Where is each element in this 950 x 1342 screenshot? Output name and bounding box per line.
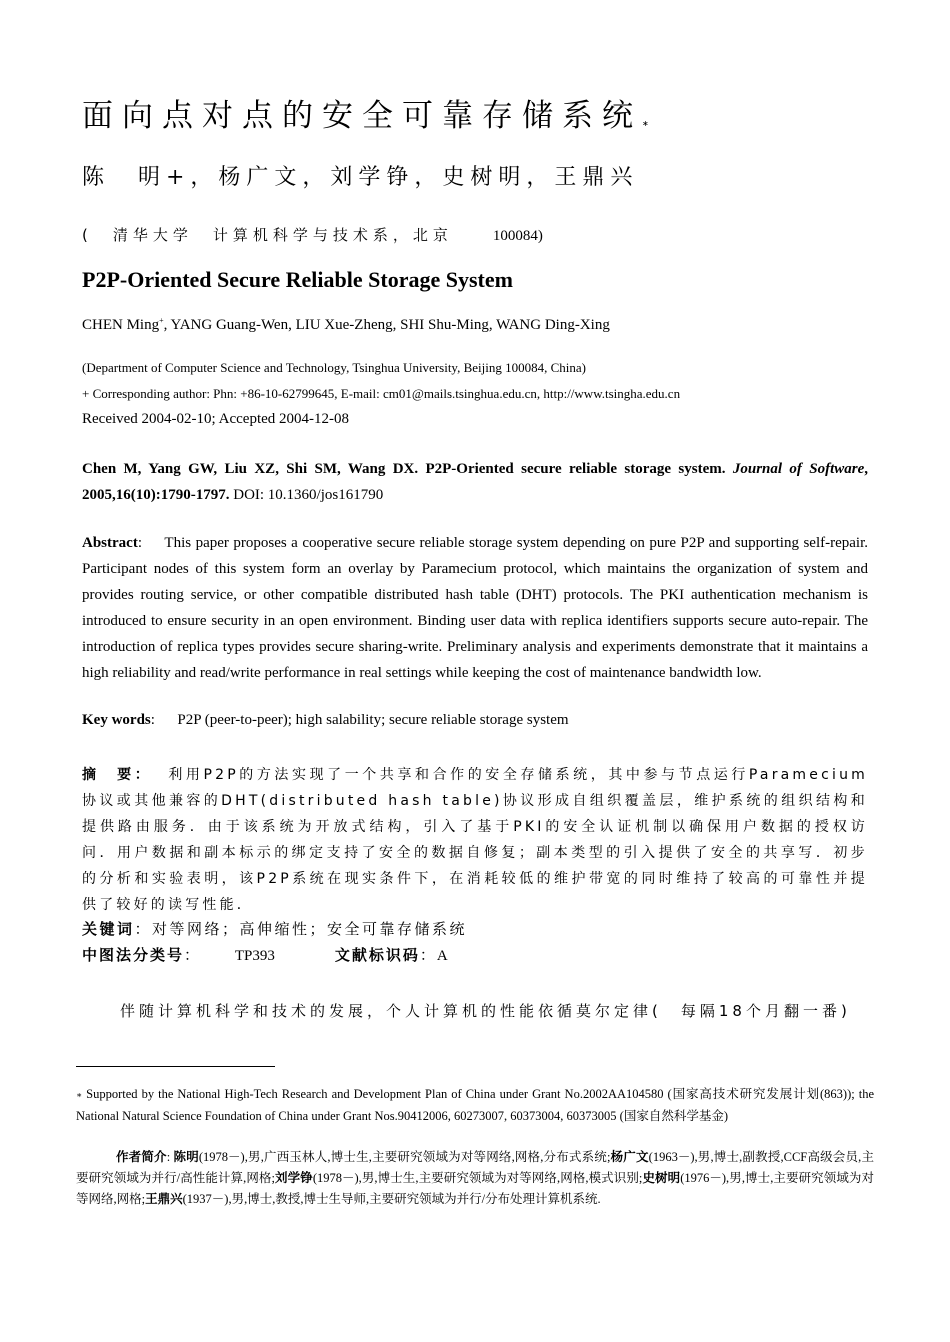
intro-paragraph: 伴随计算机科学和技术的发展，个人计算机的性能依循莫尔定律( 每隔18个月翻一番) xyxy=(120,1002,851,1020)
abstract-cn xyxy=(82,762,868,918)
abstract-label: Abstract xyxy=(82,535,138,551)
paper-title-en: P2P-Oriented Secure Reliable Storage System xyxy=(82,267,513,292)
abstract-en: Abstract: This paper proposes a cooperative secure reliable storage system depending on pure P2P and supporting self-repair. Participant nodes of this system form an overlay by Paramecium protocol, which maintains the organization of system and provides routing service, or other compatible distributed hash table (DHT) protocols. The PKI authentication mechanism is introduced to ensure security in an open environment. Binding user data with replica identifiers supports secure auto-repair. The introduction of replica types provides secure sharing-write. Preliminary analysis and experiments demonstrate that it maintains a high reliability and read/write performance in real settings while keeping the cost of maintenance bandwidth low. xyxy=(82,535,868,681)
title-footnote-marker: ∗ xyxy=(642,119,649,128)
keywords-cn: 关键词：对等网络；高伸缩性；安全可靠存储系统 xyxy=(82,920,468,938)
footnote-marker: ∗ xyxy=(76,1090,83,1100)
affiliation-en: (Department of Computer Science and Technology, Tsinghua University, Beijing 100084, China) xyxy=(82,360,586,375)
footnote-bio: 作者简介: 陈明(1978－),男,广西玉林人,博士生,主要研究领域为对等网络,网格,分布式系统;杨广文(1963－),男,博士,副教授,CCF高级会员,主要研究领域为并行/高性能计算,网格;刘学铮(1978－),男,博士生,主要研究领域为对等网络,网格,模式识别;史树明(1976－),男,博士,主要研究领域为对等网络,网格;王鼎兴(1937－),男,博士,教授,博士生导师,主要研究领域为并行/分布处理计算机系统. xyxy=(76,1150,874,1206)
footnote-funding: ∗ Supported by the National High-Tech Research and Development Plan of China under Grant No.2002AA104580 (国家高技术研究发展计划(863)); the National Natural Science Foundation of China under Grant Nos.90412006, 60273007, 60373004, 60373005 (国家自然科学基金) xyxy=(76,1087,875,1123)
citation: Chen M, Yang GW, Liu XZ, Shi SM, Wang DX. P2P-Oriented secure reliable storage system. Journal of Software, 2005,16(10):1790-1797. DOI: 10.1360/jos161790 xyxy=(82,461,869,503)
footnote-divider xyxy=(76,1066,275,1067)
keywords-en: Key words: P2P (peer-to-peer); high salability; secure reliable storage system xyxy=(82,712,569,728)
abstract-cn-text: 利用P2P的方法实现了一个共享和合作的安全存储系统，其中参与节点运行Paramecium协议或其他兼容的DHT(distributed hash table)协议形成自组织覆盖层，维护系统的组织结构和提供路由服务．由于该系统为开放式结构，引入了基于PKI的安全认证机制以确保用户数据的授权访问．用户数据和副本标示的绑定支持了安全的数据自修复；副本类型的引入提供了安全的共享写．初步的分析和实验表明，该P2P系统在现实条件下，在消耗较低的维护带宽的同时维持了较高的可靠性并提供了较好的读写性能． xyxy=(82,767,868,913)
authors-en: CHEN Ming+, YANG Guang-Wen, LIU Xue-Zheng, SHI Shu-Ming, WANG Ding-Xing xyxy=(82,316,610,333)
affiliation-cn: ( 清华大学 计算机科学与技术系，北京 100084) xyxy=(82,226,543,244)
received-dates: Received 2004-02-10; Accepted 2004-12-08 xyxy=(82,411,350,427)
classification: 中图法分类号： TP393 文献标识码：A xyxy=(82,946,448,964)
abstract-cn-label: 摘 要： xyxy=(82,767,153,783)
authors-cn: 陈 明+，杨广文，刘学铮，史树明，王鼎兴 xyxy=(82,165,639,190)
corresponding-author: + Corresponding author: Phn: +86-10-62799645, E-mail: cm01@mails.tsinghua.edu.cn, http://www.tsingha.edu.cn xyxy=(82,386,681,401)
abstract-text: This paper proposes a cooperative secure reliable storage system depending on pure P2P and supporting self-repair. Participant nodes of this system form an overlay by Paramecium protocol, which maintains the organization of system and provides routing service, or other compatible distributed hash table (DHT) protocols. The PKI authentication mechanism is introduced to ensure security in an open environment. Binding user data with replica identifiers supports secure auto-repair. The introduction of replica types provides secure sharing-write. Preliminary analysis and experiments demonstrate that it maintains a high reliability and read/write performance in real settings while keeping the cost of maintenance bandwidth low. xyxy=(82,535,868,681)
paper-title-cn: 面向点对点的安全可靠存储系统∗ xyxy=(82,98,649,134)
